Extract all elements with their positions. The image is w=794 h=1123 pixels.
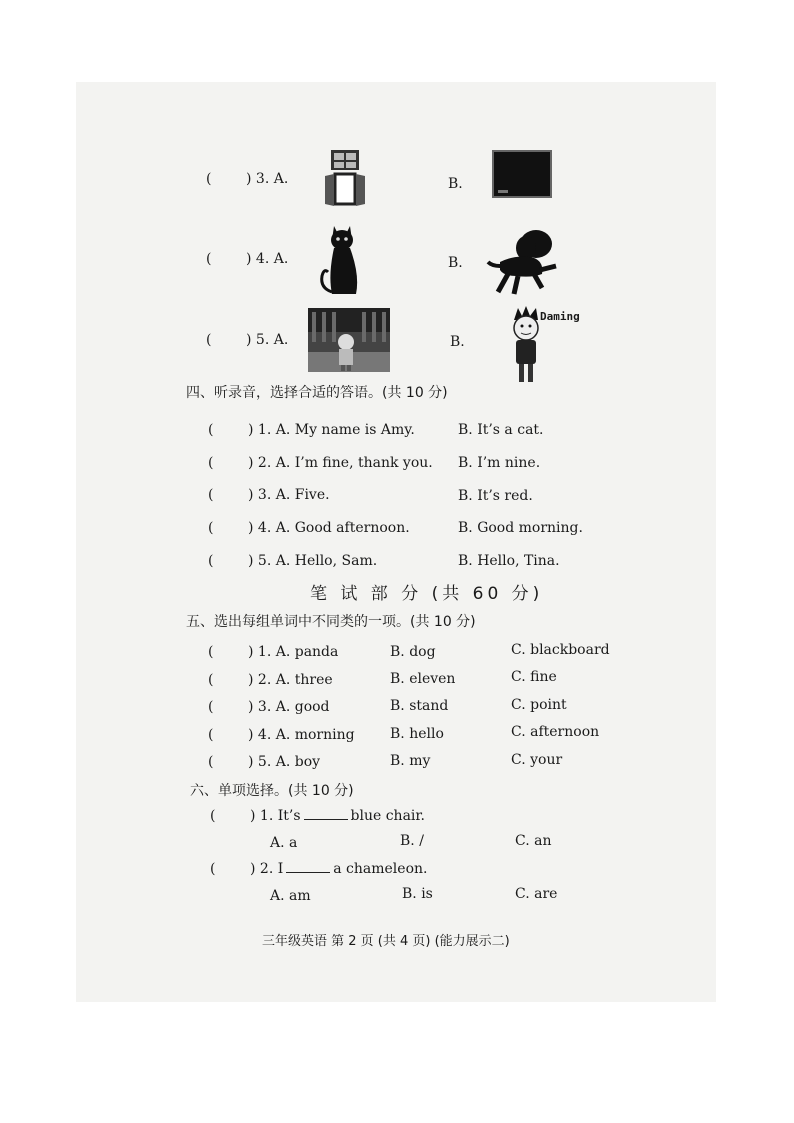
section5-item-2: ( ) 2. A. three [208, 672, 333, 688]
section6-q1-a: A. a [270, 835, 298, 851]
section5-item-2-b: B. eleven [390, 671, 456, 687]
section4-heading: 四、听录音，选择合适的答语。(共 10 分) [186, 385, 448, 401]
section4-item-1-b: B. It’s a cat. [458, 422, 544, 438]
section5-item-5-b: B. my [390, 753, 431, 769]
section4-item-4: ( ) 4. A. Good afternoon. [208, 520, 410, 536]
section5-item-3-c: C. point [511, 697, 567, 713]
daming-image [508, 306, 546, 386]
picture-item-5-b: B. [450, 334, 465, 350]
picture-item-4: ( ) 4. A. [206, 251, 289, 267]
section6-q1-c: C. an [515, 833, 552, 849]
section5-item-1-b: B. dog [390, 644, 436, 660]
daming-caption: Daming [540, 310, 580, 323]
section4-item-2: ( ) 2. A. I’m fine, thank you. [208, 455, 433, 471]
section5-item-2-c: C. fine [511, 669, 557, 685]
answer-blank [286, 860, 330, 873]
section4-item-5: ( ) 5. A. Hello, Sam. [208, 553, 378, 569]
dog-image [486, 226, 562, 298]
section6-q2-b: B. is [402, 886, 433, 902]
blackboard-image [492, 150, 552, 198]
section4-item-5-b: B. Hello, Tina. [458, 553, 560, 569]
section5-item-1-c: C. blackboard [511, 642, 610, 658]
section5-heading: 五、选出每组单词中不同类的一项。(共 10 分) [186, 614, 476, 630]
section5-item-4: ( ) 4. A. morning [208, 727, 355, 743]
section6-q1: ( ) 1. It’s blue chair. [210, 808, 425, 824]
section6-q2-a: A. am [270, 888, 311, 904]
section4-item-3-b: B. It’s red. [458, 488, 533, 504]
section5-item-5-c: C. your [511, 752, 563, 768]
page-footer: 三年级英语 第 2 页 (共 4 页) (能力展示二) [262, 934, 510, 949]
section6-q1-b: B. / [400, 833, 424, 849]
section6-q2: ( ) 2. I a chameleon. [210, 861, 428, 877]
window-image [324, 148, 366, 208]
section4-item-3: ( ) 3. A. Five. [208, 487, 330, 503]
section5-item-3: ( ) 3. A. good [208, 699, 330, 715]
section5-item-5: ( ) 5. A. boy [208, 754, 321, 770]
section4-item-4-b: B. Good morning. [458, 520, 583, 536]
boy-scene-image [308, 308, 390, 372]
picture-item-3: ( ) 3. A. [206, 171, 289, 187]
section6-q2-c: C. are [515, 886, 558, 902]
written-part-title: 笔 试 部 分 (共 60 分) [310, 584, 544, 604]
section5-item-4-b: B. hello [390, 726, 444, 742]
section5-item-3-b: B. stand [390, 698, 449, 714]
answer-blank [304, 807, 348, 820]
section5-item-1: ( ) 1. A. panda [208, 644, 339, 660]
section4-item-2-b: B. I’m nine. [458, 455, 541, 471]
picture-item-5: ( ) 5. A. [206, 332, 289, 348]
section4-item-1: ( ) 1. A. My name is Amy. [208, 422, 415, 438]
cat-image [316, 220, 368, 298]
section5-item-4-c: C. afternoon [511, 724, 600, 740]
picture-item-4-b: B. [448, 255, 463, 271]
picture-item-3-b: B. [448, 176, 463, 192]
section6-heading: 六、单项选择。(共 10 分) [190, 783, 354, 799]
